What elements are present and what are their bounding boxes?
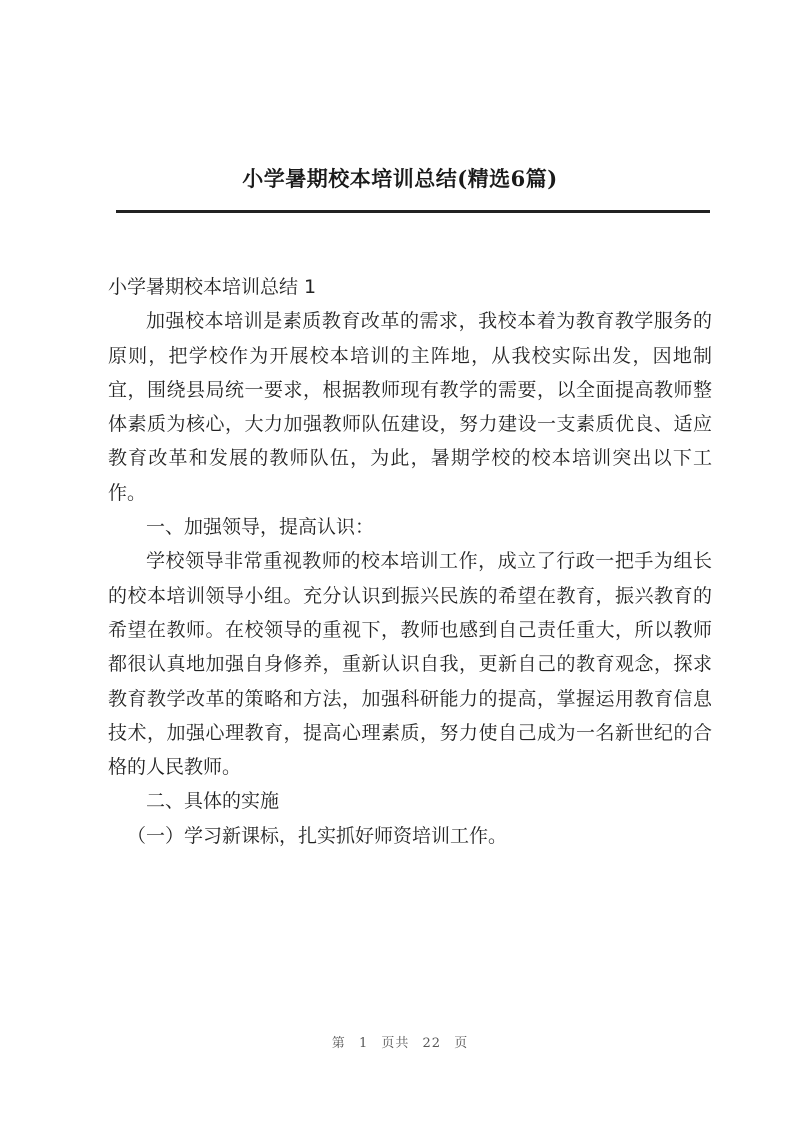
subheading-leadership: 一、加强领导，提高认识： xyxy=(146,516,375,539)
footer-prefix: 第 xyxy=(331,1036,346,1051)
document-body xyxy=(108,270,712,853)
section-heading: 小学暑期校本培训总结 1 xyxy=(108,276,317,298)
subheading-implementation: 二、具体的实施 xyxy=(146,790,280,813)
footer-suffix: 页 xyxy=(454,1036,469,1051)
paragraph-intro: 加强校本培训是素质教育改革的需求，我校本着为教育教学服务的原则，把学校作为开展校本培训的主阵地，从我校实际出发，因地制宜，围绕县局统一要求，根据教师现有教学的需要，以全面提高教师整体素质为核心，大力加强教师队伍建设，努力建设一支素质优良、适应教育改革和发展的教师队伍，为此，暑期学校的校本培训突出以下工作。 xyxy=(108,310,712,504)
title-divider xyxy=(116,210,710,213)
subheading-curriculum: （一）学习新课标，扎实抓好师资培训工作。 xyxy=(127,824,508,847)
footer-total-pages: 22 xyxy=(422,1036,442,1051)
paragraph-leadership: 学校领导非常重视教师的校本培训工作，成立了行政一把手为组长的校本培训领导小组。充分认识到振兴民族的希望在教育，振兴教育的希望在教师。在校领导的重视下，教师也感到自己责任重大，所以教师都很认真地加强自身修养，重新认识自我，更新自己的教育观念，探求教育教学改革的策略和方法，加强科研能力的提高，掌握运用教育信息技术，加强心理教育，提高心理素质，努力使自己成为一名新世纪的合格的人民教师。 xyxy=(108,550,712,779)
footer-mid: 页共 xyxy=(381,1036,410,1051)
page-footer xyxy=(0,1032,800,1051)
footer-page-number: 1 xyxy=(358,1036,369,1051)
document-title: 小学暑期校本培训总结(精选6篇) xyxy=(242,166,558,191)
